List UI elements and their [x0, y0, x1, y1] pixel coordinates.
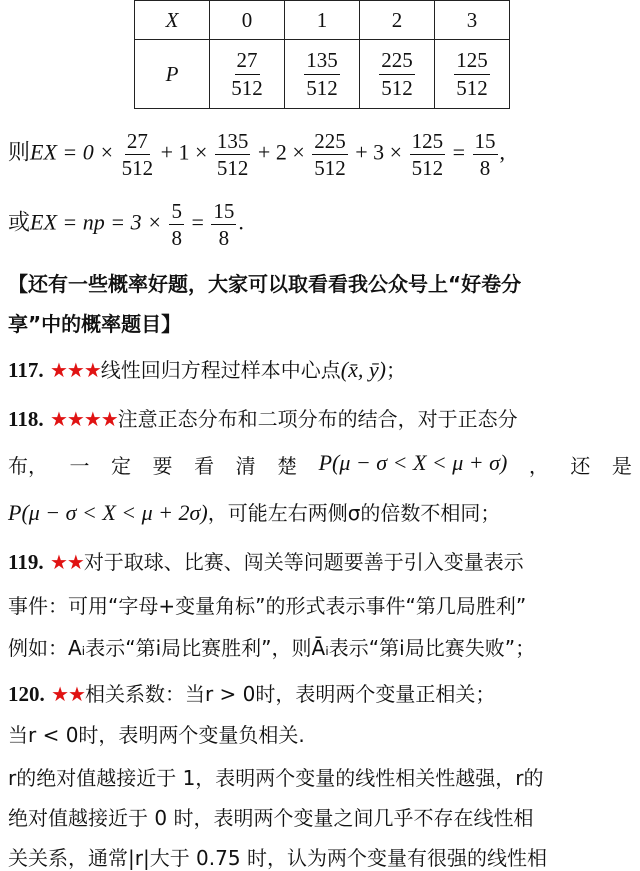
- math-text: EX = 0 ×: [30, 139, 115, 165]
- item-text: 定: [111, 454, 132, 478]
- fraction: $\frac{225}{512}$: [314, 129, 346, 181]
- item-119-line-1: [8, 546, 524, 575]
- math-text: EX = np = 3 ×: [30, 209, 162, 235]
- item-118-line-3: [8, 497, 500, 526]
- table-cell: X: [135, 1, 210, 40]
- item-120-line-5: 关关系，通常|r|大于 0.75 时，认为两个变量有很强的线性相: [8, 846, 547, 870]
- fraction: $\frac{125}{512}$: [411, 129, 444, 181]
- expectation-line-2: [8, 200, 244, 249]
- fraction: $\frac{27}{512}$: [121, 129, 154, 181]
- table-row: [135, 40, 510, 109]
- note-line-1: 【还有一些概率好题，大家可以取看看我公众号上“好卷分: [8, 272, 522, 296]
- item-118-line-1: [8, 403, 518, 432]
- fraction: $\frac{5}{8}$: [171, 199, 182, 251]
- table-cell: 3: [435, 1, 510, 40]
- table-header-row: [135, 1, 510, 40]
- math-text: + 2 ×: [257, 139, 305, 165]
- math-text: =: [191, 209, 204, 235]
- math-text: .: [238, 209, 244, 235]
- math-text: + 3 ×: [355, 139, 403, 165]
- table-cell: [435, 40, 510, 109]
- item-text: 清: [235, 454, 256, 478]
- distribution-table: [134, 0, 510, 109]
- fraction: $\frac{15}{8}$: [474, 129, 496, 181]
- star-rating: ★★★★: [49, 407, 118, 431]
- fraction: $\frac{135}{512}$: [306, 48, 338, 100]
- fraction: $\frac{135}{512}$: [216, 129, 249, 181]
- item-text: ，: [528, 454, 549, 478]
- table-cell: [210, 40, 285, 109]
- item-text: 一: [69, 454, 90, 478]
- item-text: ，可能左右两侧σ的倍数不相同；: [207, 501, 501, 525]
- table-cell: P: [135, 40, 210, 109]
- item-120-line-4: 绝对值越接近于 0 时，表明两个变量之间几乎不存在线性相: [8, 806, 534, 830]
- item-text: 看: [194, 454, 215, 478]
- item-text: ；: [385, 358, 406, 382]
- item-number: 118.: [8, 407, 44, 431]
- text: 则: [8, 140, 31, 166]
- item-number: 120.: [8, 682, 45, 706]
- fraction: $\frac{225}{512}$: [381, 48, 413, 100]
- expectation-line-1: [8, 130, 505, 179]
- item-text: 线性回归方程过样本中心点: [100, 358, 341, 382]
- math-text: P(μ − σ < X < μ + 2σ): [8, 500, 208, 525]
- table-cell: [360, 40, 435, 109]
- item-119-line-2: 事件：可用“字母+变量角标”的形式表示事件“第几局胜利”: [8, 594, 527, 618]
- item-text: 相关系数：当r > 0时，表明两个变量正相关；: [84, 682, 496, 706]
- item-120-line-3: r的绝对值越接近于 1，表明两个变量的线性相关性越强，r的: [8, 766, 544, 790]
- math-text: ,: [499, 139, 505, 165]
- item-text: 要: [152, 454, 173, 478]
- table-cell: 2: [360, 1, 435, 40]
- item-text: 布，: [8, 454, 48, 478]
- item-117: [8, 354, 406, 383]
- note-line-2: 享”中的概率题目】: [8, 312, 182, 336]
- star-rating: ★★: [49, 550, 84, 574]
- item-118-line-2: [8, 450, 632, 479]
- fraction: $\frac{15}{8}$: [213, 199, 235, 251]
- item-text: 还: [570, 454, 591, 478]
- item-text: 是: [611, 454, 632, 478]
- math-text: + 1 ×: [160, 139, 208, 165]
- star-rating: ★★: [51, 682, 85, 706]
- math-text: =: [452, 139, 465, 165]
- item-number: 117.: [8, 358, 44, 382]
- table-cell: 0: [210, 1, 285, 40]
- fraction: $\frac{27}{512}$: [231, 48, 263, 100]
- item-number: 119.: [8, 550, 44, 574]
- item-120-line-1: [8, 678, 495, 707]
- table-cell: 1: [285, 1, 360, 40]
- item-119-line-3: 例如：Aᵢ表示“第i局比赛胜利”，则Āᵢ表示“第i局比赛失败”；: [8, 636, 536, 660]
- text: 或: [8, 210, 31, 236]
- table-cell: [285, 40, 360, 109]
- item-text: 对于取球、比赛、闯关等问题要善于引入变量表示: [83, 550, 524, 574]
- item-120-line-2: 当r < 0时，表明两个变量负相关.: [8, 723, 305, 747]
- fraction: $\frac{125}{512}$: [456, 48, 488, 100]
- star-rating: ★★★: [49, 358, 101, 382]
- item-text: 楚: [277, 454, 298, 478]
- item-text: 注意正态分布和二项分布的结合，对于正态分: [117, 407, 518, 431]
- math-text: P(μ − σ < X < μ + σ): [318, 450, 508, 475]
- math-text: (x̄, ȳ): [340, 357, 386, 382]
